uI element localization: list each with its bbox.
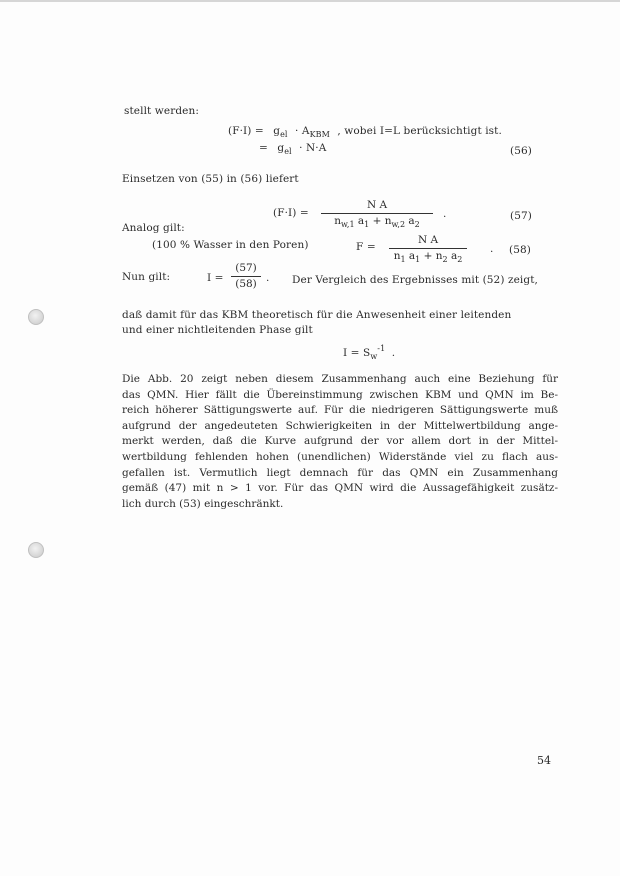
eq56-dot-a: · A bbox=[295, 125, 310, 137]
paragraph-line: lich durch (53) eingeschränkt. bbox=[122, 497, 284, 510]
eq58-denominator bbox=[389, 249, 467, 266]
paragraph-line: reich höherer Sättigungswerte auf. Für die niedrigeren Sättigungswerte muß bbox=[122, 404, 558, 417]
equation-58-trail: . bbox=[490, 243, 494, 255]
eq58-den-a2-sub: 2 bbox=[457, 255, 463, 264]
paragraph-line: das QMN. Hier fällt die Übereinstimmung zwischen KBM und QMN im Be- bbox=[122, 388, 558, 401]
equation-58-label: (58) bbox=[509, 244, 531, 256]
equation-57-lhs: (F·I) = bbox=[273, 207, 309, 219]
equation-57-fraction bbox=[321, 199, 433, 231]
eq57-den-a1-sub: 1 bbox=[364, 220, 370, 229]
eq56-line2-g: g bbox=[277, 142, 285, 154]
dass-line-1: daß damit für das KBM theoretisch für die Anwesenheit einer leitenden bbox=[122, 309, 512, 321]
analog-line: Analog gilt: bbox=[122, 222, 185, 234]
intro-line: stellt werden: bbox=[124, 105, 199, 117]
paragraph-line: Die Abb. 20 zeigt neben diesem Zusammenhang auch eine Beziehung für bbox=[122, 373, 558, 385]
eq58-den-plus: + bbox=[423, 250, 433, 262]
eq58-den-n2: n bbox=[435, 250, 443, 262]
nun-text: Der Vergleich des Ergebnisses mit (52) zeigt, bbox=[292, 274, 538, 286]
equation-sw bbox=[343, 342, 395, 364]
paragraph-line: gemäß (47) mit n > 1 vor. Für das QMN wird die Aussagefähigkeit zusätz- bbox=[122, 482, 558, 495]
eq58-den-n1: n bbox=[393, 250, 401, 262]
eq58-den-n1-sub: 1 bbox=[400, 255, 406, 264]
nun-label: Nun gilt: bbox=[122, 271, 171, 283]
eq56-line2-g-sub: el bbox=[284, 147, 292, 156]
equation-58-lhs: F = bbox=[356, 241, 376, 253]
equation-56-label: (56) bbox=[510, 145, 532, 157]
eq58-numerator: N A bbox=[389, 234, 467, 249]
eq57-den-a1: a bbox=[357, 215, 365, 227]
eq-sw-trail: . bbox=[391, 347, 396, 359]
punch-hole-upper bbox=[28, 309, 44, 325]
nun-trail: . bbox=[266, 272, 270, 284]
paragraph-line: gefallen ist. Vermutlich liegt demnach für das QMN ein Zusammenhang bbox=[122, 466, 558, 479]
eq-sw-sub: w bbox=[370, 352, 378, 361]
eq57-numerator: N A bbox=[321, 199, 433, 214]
paragraph-line: wertbildung fehlenden hohen (unendlichen) Widerstände viel zu flach aus- bbox=[122, 450, 558, 463]
nun-numerator: (57) bbox=[231, 262, 261, 277]
body-paragraph bbox=[122, 372, 558, 512]
equation-57-label: (57) bbox=[510, 210, 532, 222]
eq56-line2-rest: · N·A bbox=[299, 142, 327, 154]
dass-line-2: und einer nichtleitenden Phase gilt bbox=[122, 324, 313, 336]
eq57-den-a2: a bbox=[408, 215, 415, 227]
paragraph-line: aufgrund der angedeuteten Schwierigkeiten in der Mittelwertbildung ange- bbox=[122, 419, 558, 432]
eq57-denominator bbox=[321, 214, 433, 231]
eq56-line2-prefix: = bbox=[259, 142, 268, 154]
equation-58-fraction bbox=[389, 234, 467, 266]
eq57-den-a2-sub: 2 bbox=[414, 220, 420, 229]
equation-56-line2 bbox=[259, 141, 326, 159]
punch-hole-lower bbox=[28, 542, 44, 558]
eq56-a-sub: KBM bbox=[309, 130, 330, 139]
eq58-den-a1-sub: 1 bbox=[415, 255, 421, 264]
equation-56-line1 bbox=[228, 124, 502, 142]
eq56-g-sub: el bbox=[280, 130, 288, 139]
eq56-prefix: (F·I) = bbox=[228, 125, 264, 137]
eq57-den-plus: + bbox=[372, 215, 382, 227]
nun-denominator: (58) bbox=[235, 278, 257, 290]
page-top-edge bbox=[0, 0, 620, 2]
eq56-g: g bbox=[273, 125, 281, 137]
eq58-den-a2: a bbox=[450, 250, 458, 262]
eq57-den-n1-sub: w,1 bbox=[341, 220, 355, 229]
page-number: 54 bbox=[537, 754, 551, 767]
eq56-suffix: , wobei I=L berücksichtigt ist. bbox=[337, 125, 502, 137]
eq57-den-n2: n bbox=[384, 215, 392, 227]
equation-57-trail: . bbox=[443, 208, 447, 220]
insert-line: Einsetzen von (55) in (56) liefert bbox=[122, 173, 299, 185]
paragraph-line: merkt werden, daß die Kurve aufgrund der vor allem dort in der Mittel- bbox=[122, 435, 558, 448]
eq57-den-n1: n bbox=[334, 215, 342, 227]
eq-sw-lhs: I = S bbox=[343, 347, 371, 359]
nun-fraction bbox=[231, 262, 261, 291]
eq58-den-n2-sub: 2 bbox=[442, 255, 448, 264]
water-line: (100 % Wasser in den Poren) bbox=[152, 239, 309, 251]
eq-sw-sup: -1 bbox=[377, 344, 386, 353]
nun-lhs: I = bbox=[207, 272, 224, 284]
eq58-den-a1: a bbox=[408, 250, 416, 262]
eq57-den-n2-sub: w,2 bbox=[391, 220, 406, 229]
